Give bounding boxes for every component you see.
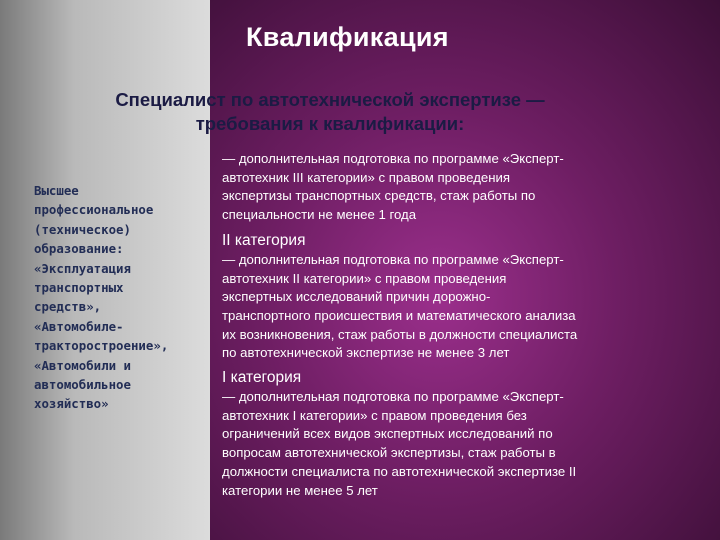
- text-line: категории не менее 5 лет: [222, 482, 378, 498]
- text-line: по автотехнической экспертизе не менее 3 лет: [222, 345, 510, 361]
- education-line: транспортных: [34, 280, 124, 296]
- subtitle-line-1: Специалист по автотехнической экспертизе —: [115, 89, 545, 110]
- text-line: экспертизы транспортных средств, стаж работы по: [222, 188, 536, 204]
- education-line: хозяйство»: [34, 396, 109, 412]
- education-line: профессиональное: [34, 202, 154, 218]
- category-2-text: [222, 251, 700, 363]
- education-line: Высшее: [34, 183, 79, 198]
- text-line: должности специалиста по автотехнической экспертизе II: [222, 463, 577, 479]
- text-line: ограничений всех видов экспертных исследований по: [222, 426, 553, 442]
- text-line: — дополнительная подготовка по программе «Эксперт-: [222, 389, 564, 405]
- text-line: автотехник II категории» с правом проведения: [222, 270, 507, 286]
- education-line: (техническое): [34, 221, 131, 237]
- education-line: «Автомобиле-: [34, 318, 124, 334]
- category-2-heading: II категория: [222, 231, 306, 249]
- text-line: — дополнительная подготовка по программе «Эксперт-: [222, 151, 564, 166]
- slide-title: Квалификация: [246, 22, 449, 52]
- slide-subtitle: [30, 88, 630, 136]
- category-3-text: [222, 150, 700, 225]
- text-line: вопросам автотехнической экспертизы, стаж работы в: [222, 445, 556, 461]
- category-1-text: [222, 388, 700, 500]
- education-line: «Автомобили и: [34, 357, 131, 373]
- text-line: экспертных исследований причин дорожно-: [222, 289, 491, 305]
- text-line: — дополнительная подготовка по программе «Эксперт-: [222, 251, 564, 267]
- education-line: средств»,: [34, 299, 102, 315]
- text-line: специальности не менее 1 года: [222, 207, 417, 223]
- education-line: автомобильное: [34, 377, 131, 393]
- education-line: образование:: [34, 241, 124, 257]
- subtitle-line-2: требования к квалификации:: [195, 113, 465, 134]
- text-line: транспортного происшествия и математического анализа: [222, 307, 576, 323]
- education-requirements: [34, 181, 206, 414]
- education-line: тракторостроение»,: [34, 338, 169, 354]
- text-line: их возникновения, стаж работы в должности специалиста: [222, 326, 578, 342]
- category-requirements: [222, 150, 700, 500]
- category-1-heading: I категория: [222, 369, 302, 387]
- education-line: «Эксплуатация: [34, 260, 131, 276]
- text-line: автотехник I категории» с правом проведения без: [222, 407, 527, 423]
- text-line: автотехник III категории» с правом проведения: [222, 169, 511, 185]
